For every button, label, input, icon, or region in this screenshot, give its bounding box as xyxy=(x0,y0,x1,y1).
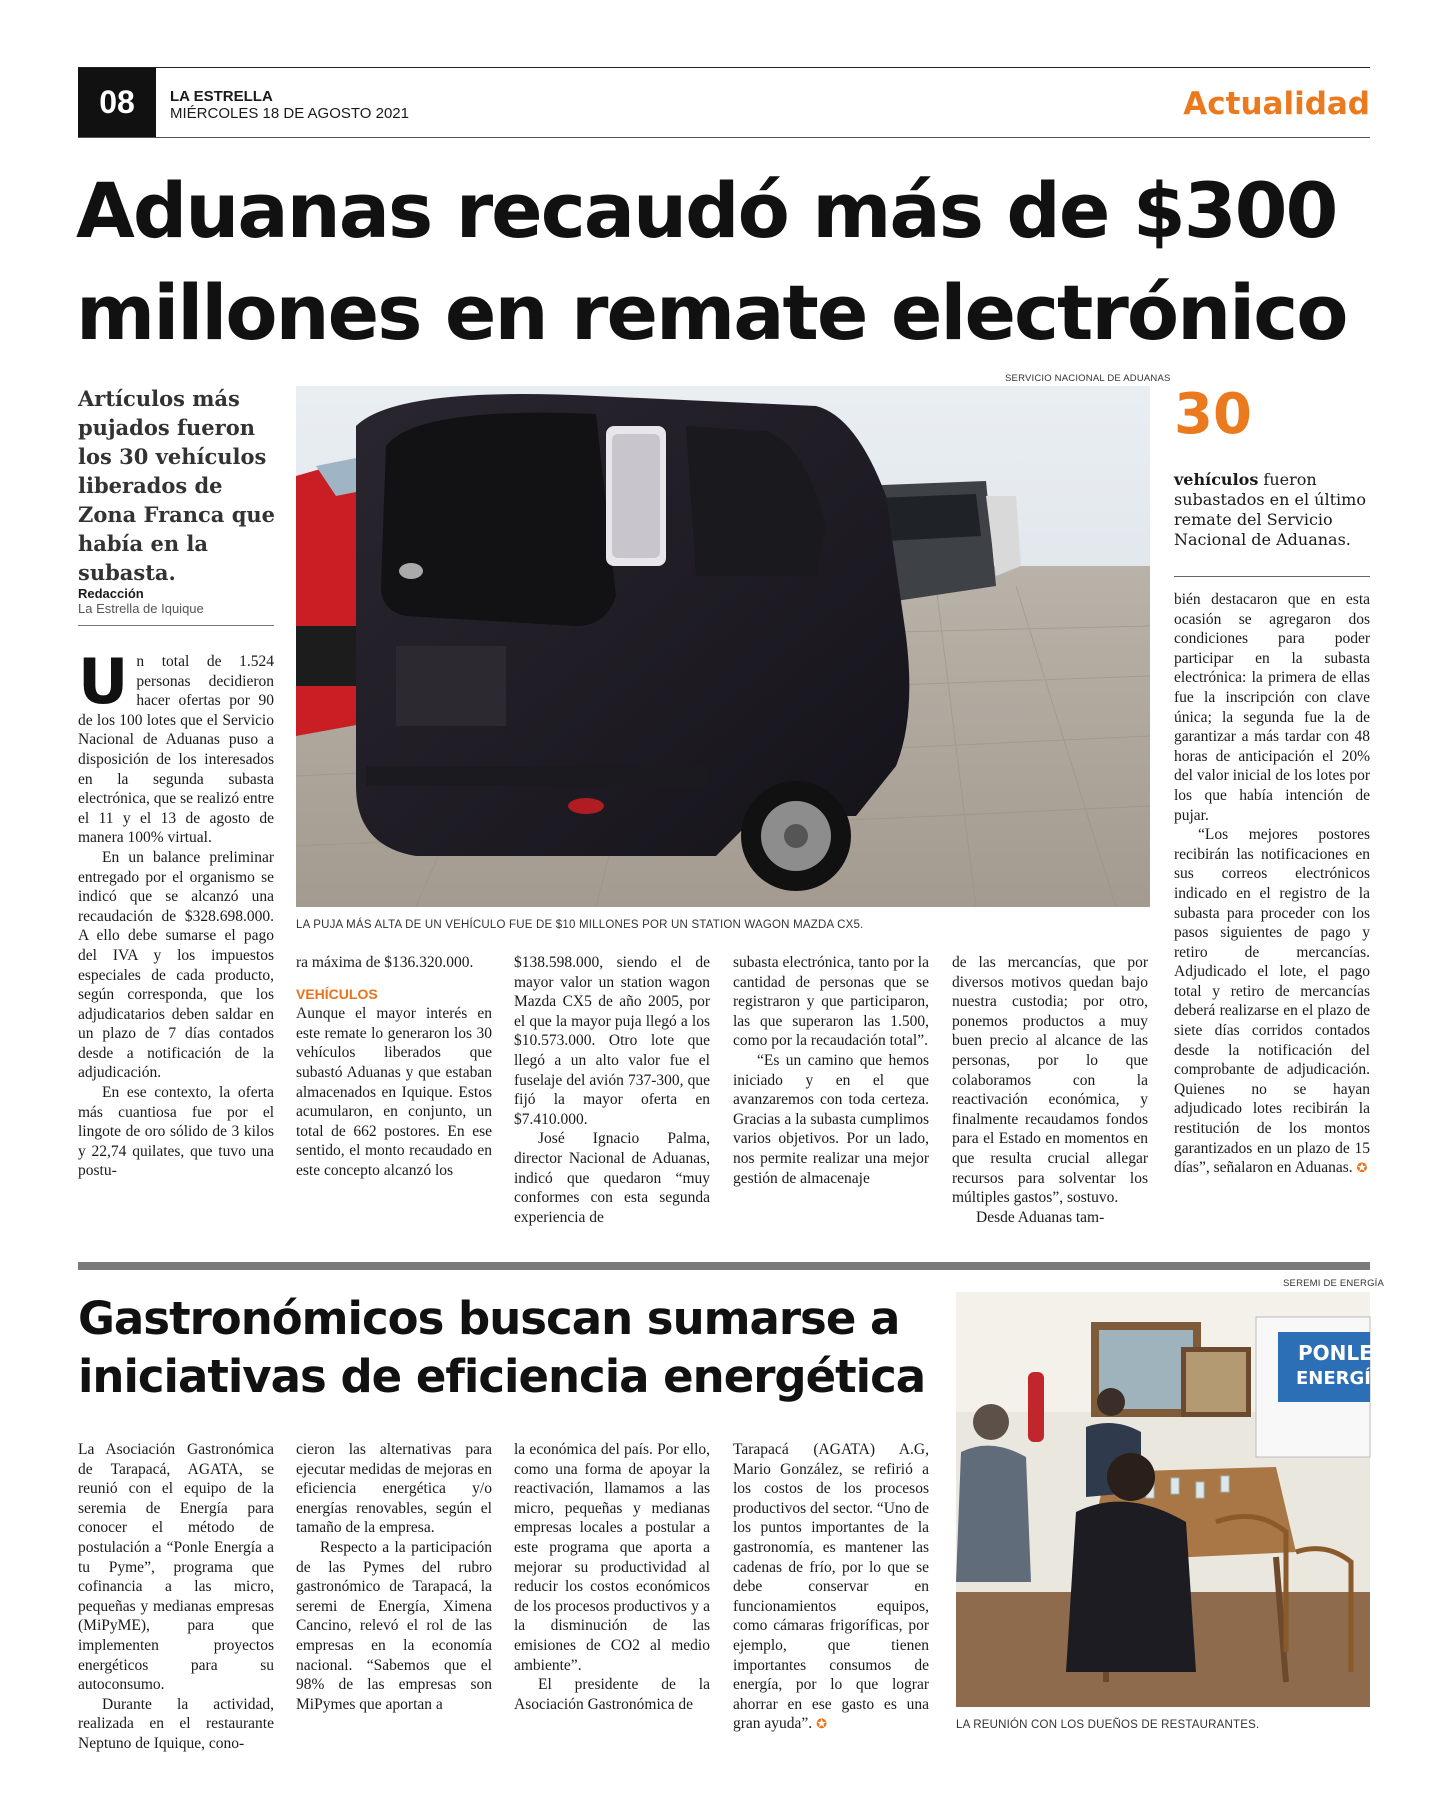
byline-outlet: La Estrella de Iquique xyxy=(78,601,204,616)
photo-caption-2: LA REUNIÓN CON LOS DUEÑOS DE RESTAURANTES. xyxy=(956,1719,1260,1731)
paragraph: Aunque el mayor interés en este remate lo generaron los 30 vehículos liberados que subastó Aduanas y que estaban almacenados en Iquique. Estos acumularon, en conjunto, un total de 662 postores. En ese sentido, el monto recaudado en este concepto alcanzó los xyxy=(296,1005,492,1179)
article-lead: Artículos más pujados fueron los 30 vehículos liberados de Zona Franca que había en la subasta. xyxy=(78,386,276,585)
paragraph: Desde Aduanas tam- xyxy=(976,1208,1105,1226)
issue-date: MIÉRCOLES 18 DE AGOSTO 2021 xyxy=(170,105,409,122)
screen-text-1: PONLE xyxy=(1298,1341,1373,1365)
section-label: Actualidad xyxy=(1183,86,1370,122)
masthead xyxy=(170,88,409,122)
article-headline-2: Gastronómicos buscan sumarse a iniciativas de eficiencia energética xyxy=(78,1292,926,1403)
car-photo xyxy=(296,386,1150,907)
end-mark-icon: ✪ xyxy=(1356,1161,1368,1177)
car-photo-illustration xyxy=(296,386,1150,907)
photo-credit-2: SEREMI DE ENERGÍA xyxy=(1283,1278,1385,1289)
article-column-5 xyxy=(952,953,1148,1253)
top-rule xyxy=(78,67,1370,68)
article-column-4 xyxy=(733,953,929,1253)
article-headline: Aduanas recaudó más de $300 millones en remate electrónico xyxy=(76,166,1347,357)
paragraph: la económica del país. Por ello, como una forma de apoyar la reactivación, llamamos a las micro, pequeñas y medianas empresas locales a postular a este programa que aporta a mejorar su productividad al reducir los costos económicos de los procesos productivos y a la disminución de las emisiones de CO2 al medio ambiente”. xyxy=(514,1441,710,1674)
paragraph: ra máxima de $136.320.000. xyxy=(296,954,474,971)
paragraph xyxy=(733,1440,929,1735)
paragraph: bién destacaron que en esta ocasión se agregaron dos condiciones para poder participar en la subasta electrónica: la primera de ellas fue la inscripción con clave única; la segunda fue la de garantizar a más tardar con 48 horas de anticipación el 20% del valor inicial de los lotes por los que había intención de pujar. xyxy=(1174,591,1370,824)
stat-bold: vehículos xyxy=(1174,470,1259,489)
paragraph: En ese contexto, la oferta más cuantiosa fue por el lingote de oro sólido de 3 kilos y 22,74 quilates, que tuvo una postu- xyxy=(78,1084,274,1180)
header-rule xyxy=(78,137,1370,138)
section-divider xyxy=(78,1262,1370,1270)
photo-caption: LA PUJA MÁS ALTA DE UN VEHÍCULO FUE DE $10 MILLONES POR UN STATION WAGON MAZDA CX5. xyxy=(296,919,864,931)
article2-column-3 xyxy=(514,1440,710,1765)
paragraph-text: Tarapacá (AGATA) A.G, Mario González, se refirió a los costos de los procesos productivos del sector. “Uno de los puntos importantes de la gastronomía, es mantener las cadenas de frío, por lo que se debe conservar en funcionamientos equipos, como cámaras frigoríficas, por ejemplo, que tienen importantes consumos de energía, por lo que lograr ahorrar en ese gasto es una gran ayuda”. xyxy=(733,1441,929,1733)
paragraph: Durante la actividad, realizada en el restaurante Neptuno de Iquique, cono- xyxy=(78,1695,274,1752)
paragraph: Respecto a la participación de las Pymes del rubro gastronómico de Tarapacá, la seremi de Energía, Ximena Cancino, relevó el rol de las empresas en la economía nacional. “Sabemos que el 98% de las empresas son MiPymes que aportan a xyxy=(296,1538,492,1713)
byline xyxy=(78,586,274,626)
dropcap: U xyxy=(78,645,129,718)
stat-description xyxy=(1174,470,1370,550)
paragraph: de las mercancías, que por diversos motivos quedan bajo nuestra custodia; por otro, ponemos productos a muy buen precio al alcance de las personas, por lo que colaboramos con la reactivación económica, y finalmente recaudamos fondos para el Estado en momentos en que resulta crucial allegar recursos para solventar los múltiples gastos”, sostuvo. xyxy=(952,954,1148,1207)
page-number: 08 xyxy=(78,68,156,137)
paragraph-text: n total de 1.524 personas decidieron hacer ofertas por 90 de los 100 lotes que el Servicio Nacional de Aduanas puso a disposición de los interesados en la segunda subasta electrónica, que se realizó entre el 11 y el 13 de agosto de manera 100% virtual. xyxy=(78,653,274,847)
paragraph: cieron las alternativas para ejecutar medidas de mejoras en eficiencia energética y/o energías renovables, según el tamaño de la empresa. xyxy=(296,1441,492,1537)
byline-author: Redacción xyxy=(78,586,144,601)
paragraph xyxy=(78,645,274,848)
stat-number: 30 xyxy=(1174,382,1252,447)
article2-column-1 xyxy=(78,1440,274,1765)
paragraph: En un balance preliminar entregado por el organismo se indicó que se alcanzó una recaudación de $328.698.000. A ello debe sumarse el pago del IVA y los impuestos especiales de cada producto, según corresponda, que los adjudicatarios deben saldar en un plazo de 7 días contados desde a notificación de la adjudicación. xyxy=(78,848,274,1082)
article-column-3 xyxy=(514,953,710,1253)
paragraph: subasta electrónica, tanto por la cantidad de personas que se registraron y que participaron, las que superaron las 1.500, como por la recaudación total”. xyxy=(733,954,929,1050)
article2-column-2 xyxy=(296,1440,492,1765)
stat-text: fueron subastados en el último remate del Servicio Nacional de Aduanas. xyxy=(1174,470,1366,549)
article-column-2 xyxy=(296,953,492,1253)
paragraph: José Ignacio Palma, director Nacional de Aduanas, indicó que quedaron “muy conformes con esta segunda experiencia de xyxy=(514,1130,710,1226)
article-column-1 xyxy=(78,645,274,1252)
paragraph xyxy=(1174,825,1370,1179)
paragraph-text: “Los mejores postores recibirán las notificaciones en sus correos electrónicos indicado en el registro de la subasta para proceder con los pasos siguientes de pago y retiro de mercancías. Adjudicado el lote, el pago total y retiro de mercancías deberá realizarse en el plazo de siete días corridos contados desde la notificación del comprobante de adjudicación. Quienes no se hayan adjudicado lotes recibirán la restitución de los montos garantizados en un plazo de 15 días”, señalaron en Aduanas. xyxy=(1174,826,1370,1177)
paragraph: El presidente de la Asociación Gastronómica de xyxy=(514,1676,710,1713)
meeting-photo-illustration xyxy=(956,1292,1385,1707)
photo-credit: SERVICIO NACIONAL DE ADUANAS xyxy=(1005,373,1171,384)
paragraph: “Es un camino que hemos iniciado y en el que avanzaremos con toda certeza. Gracias a la subasta cumplimos varios objetivos. Por un lado, nos permite realizar una mejor gestión de almacenaje xyxy=(733,1051,929,1187)
article2-column-4 xyxy=(733,1440,929,1765)
stat-rule xyxy=(1174,576,1370,577)
subhead: VEHÍCULOS xyxy=(296,985,378,1002)
article-column-6 xyxy=(1174,590,1370,1255)
newspaper-name: LA ESTRELLA xyxy=(170,88,273,105)
paragraph: $138.598.000, siendo el de mayor valor un station wagon Mazda CX5 de año 2005, por el que la mayor puja llegó a los $10.573.000. Otro lote que llegó a un alto valor fue el fuselaje del avión 737-300, que fijó la mayor oferta en $7.410.000. xyxy=(514,954,710,1128)
paragraph: La Asociación Gastronómica de Tarapacá, AGATA, se reunió con el equipo de la seremia de Energía para conocer el método de postulación a “Ponle Energía a tu Pyme”, programa que cofinancia a las micro, pequeñas y medianas empresas (MiPyME), para que implementen proyectos energéticos para su autoconsumo. xyxy=(78,1441,274,1694)
meeting-photo xyxy=(956,1292,1385,1707)
screen-text-2: ENERGÍA xyxy=(1296,1368,1385,1389)
end-mark-icon: ✪ xyxy=(816,1717,827,1733)
